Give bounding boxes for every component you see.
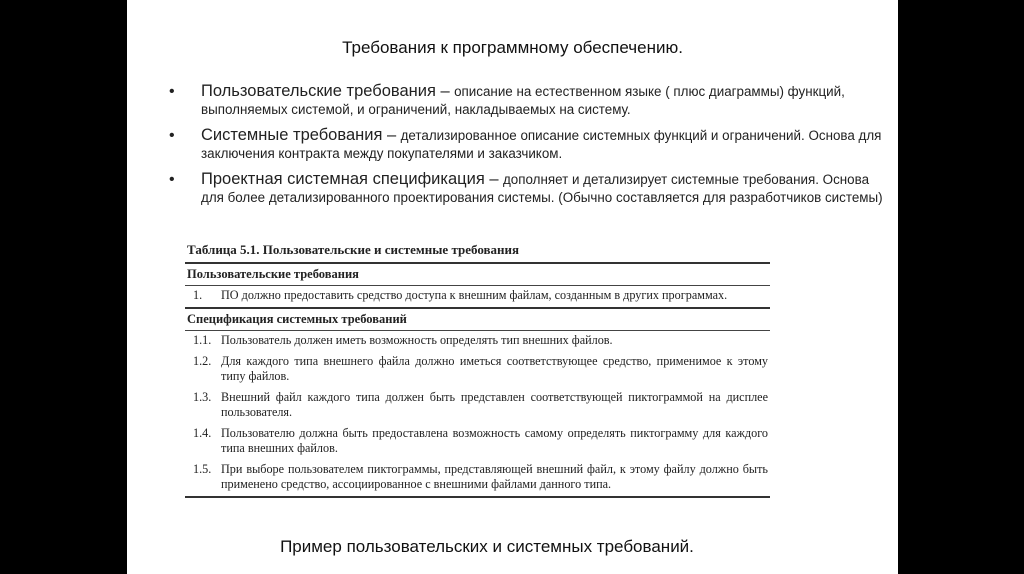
table-rule — [185, 496, 770, 498]
row-text: Внешний файл каждого типа должен быть представлен соответствующей пиктограммой на дисплее пользователя. — [221, 390, 768, 419]
bullet-item — [169, 170, 889, 207]
table-row — [185, 460, 770, 496]
row-number: 1. — [193, 288, 203, 302]
row-number: 1.4. — [193, 426, 212, 440]
bullet-item — [169, 82, 889, 119]
table-row — [185, 424, 770, 460]
user-requirements-heading: Пользовательские требования — [187, 267, 359, 281]
bullet-desc: описание на естественном языке ( плюс диаграммы) функций, выполняемых системой, и ограничений, накладываемых на систему. — [201, 84, 845, 117]
row-number: 1.5. — [193, 462, 212, 476]
row-number: 1.2. — [193, 354, 212, 368]
slide — [127, 0, 898, 574]
bullet-dot: • — [169, 171, 175, 188]
row-text: Для каждого типа внешнего файла должно иметься соответствующее средство, применимое к этому типу файлов. — [221, 354, 768, 383]
bullet-term: Проектная системная спецификация – — [201, 170, 499, 188]
bullet-term: Системные требования – — [201, 126, 397, 144]
bullet-desc: детализированное описание системных функций и ограничений. Основа для заключения контракта между покупателями и заказчиком. — [201, 128, 882, 161]
bullet-list — [169, 82, 889, 214]
row-text: При выборе пользователем пиктограммы, представляющей внешний файл, к этому файлу должно быть применено средство, ассоциированное с внешними файлами данного типа. — [221, 462, 768, 491]
bullet-dot: • — [169, 83, 175, 100]
table-row — [185, 286, 770, 307]
requirements-table — [185, 238, 770, 498]
bullet-dot: • — [169, 127, 175, 144]
spec-heading: Спецификация системных требований — [187, 312, 407, 326]
bullet-desc: дополняет и детализирует системные требования. Основа для более детализированного проектирования системы. (Обычно составляется для разработчиков системы) — [201, 172, 883, 205]
bullet-item — [169, 126, 889, 163]
table-row — [185, 331, 770, 352]
table-title: Таблица 5.1. Пользовательские и системные требования — [187, 242, 520, 257]
bullet-term: Пользовательские требования – — [201, 82, 450, 100]
row-number: 1.1. — [193, 333, 212, 347]
table-row — [185, 352, 770, 388]
table-row — [185, 388, 770, 424]
row-number: 1.3. — [193, 390, 212, 404]
slide-title: Требования к программному обеспечению. — [342, 38, 683, 57]
row-text: Пользователю должна быть предоставлена возможность самому определять пиктограмму для каждого типа внешних файлов. — [221, 426, 768, 455]
slide-caption: Пример пользовательских и системных требований. — [280, 537, 694, 556]
row-text: Пользователь должен иметь возможность определять тип внешних файлов. — [221, 333, 613, 347]
row-text: ПО должно предоставить средство доступа к внешним файлам, созданным в других программах. — [221, 288, 728, 302]
